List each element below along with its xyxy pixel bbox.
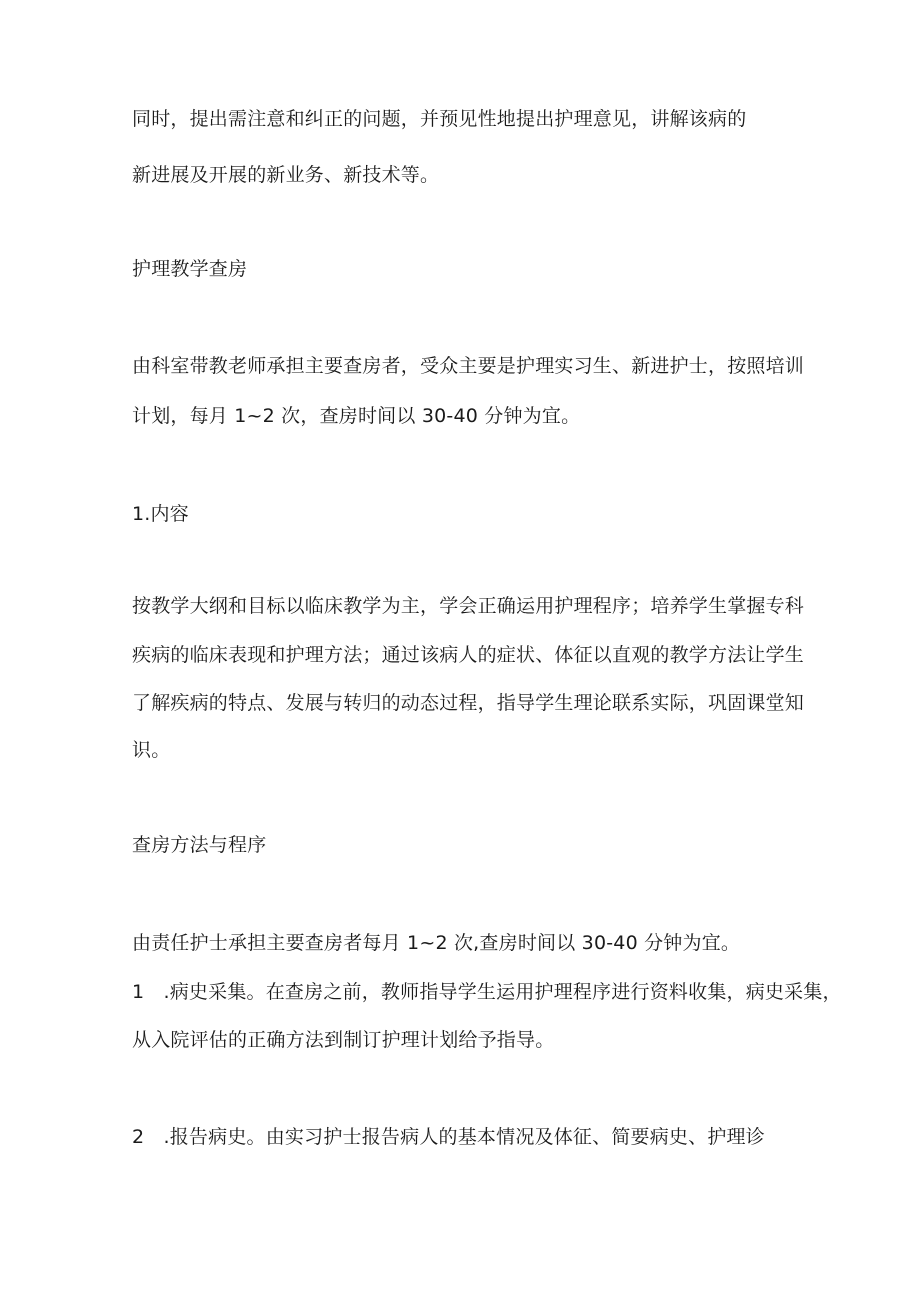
list-item: 1 .病史采集。在查房之前，教师指导学生运用护理程序进行资料收集，病史采集， [132, 981, 842, 1003]
section-heading: 护理教学查房 [132, 258, 248, 280]
list-item: 2 .报告病史。由实习护士报告病人的基本情况及体征、简要病史、护理诊 [132, 1126, 765, 1148]
section-heading: 查房方法与程序 [132, 834, 267, 856]
text-line: 由责任护士承担主要查房者每月 1~2 次,查房时间以 30-40 分钟为宜。 [132, 932, 741, 954]
text-line: 由科室带教老师承担主要查房者，受众主要是护理实习生、新进护士，按照培训 [132, 355, 805, 377]
text-line: 从入院评估的正确方法到制订护理计划给予指导。 [132, 1029, 555, 1051]
section-heading: 1.内容 [132, 503, 189, 525]
text-line: 疾病的临床表现和护理方法；通过该病人的症状、体征以直观的教学方法让学生 [132, 644, 805, 666]
text-line: 识。 [132, 739, 171, 761]
text-line: 按教学大纲和目标以临床教学为主，学会正确运用护理程序；培养学生掌握专科 [132, 595, 805, 617]
text-line: 新进展及开展的新业务、新技术等。 [132, 164, 440, 186]
text-line: 同时，提出需注意和纠正的问题，并预见性地提出护理意见，讲解该病的 [132, 108, 747, 130]
text-line: 了解疾病的特点、发展与转归的动态过程，指导学生理论联系实际，巩固课堂知 [132, 692, 805, 714]
text-line: 计划，每月 1~2 次，查房时间以 30-40 分钟为宜。 [132, 405, 581, 427]
